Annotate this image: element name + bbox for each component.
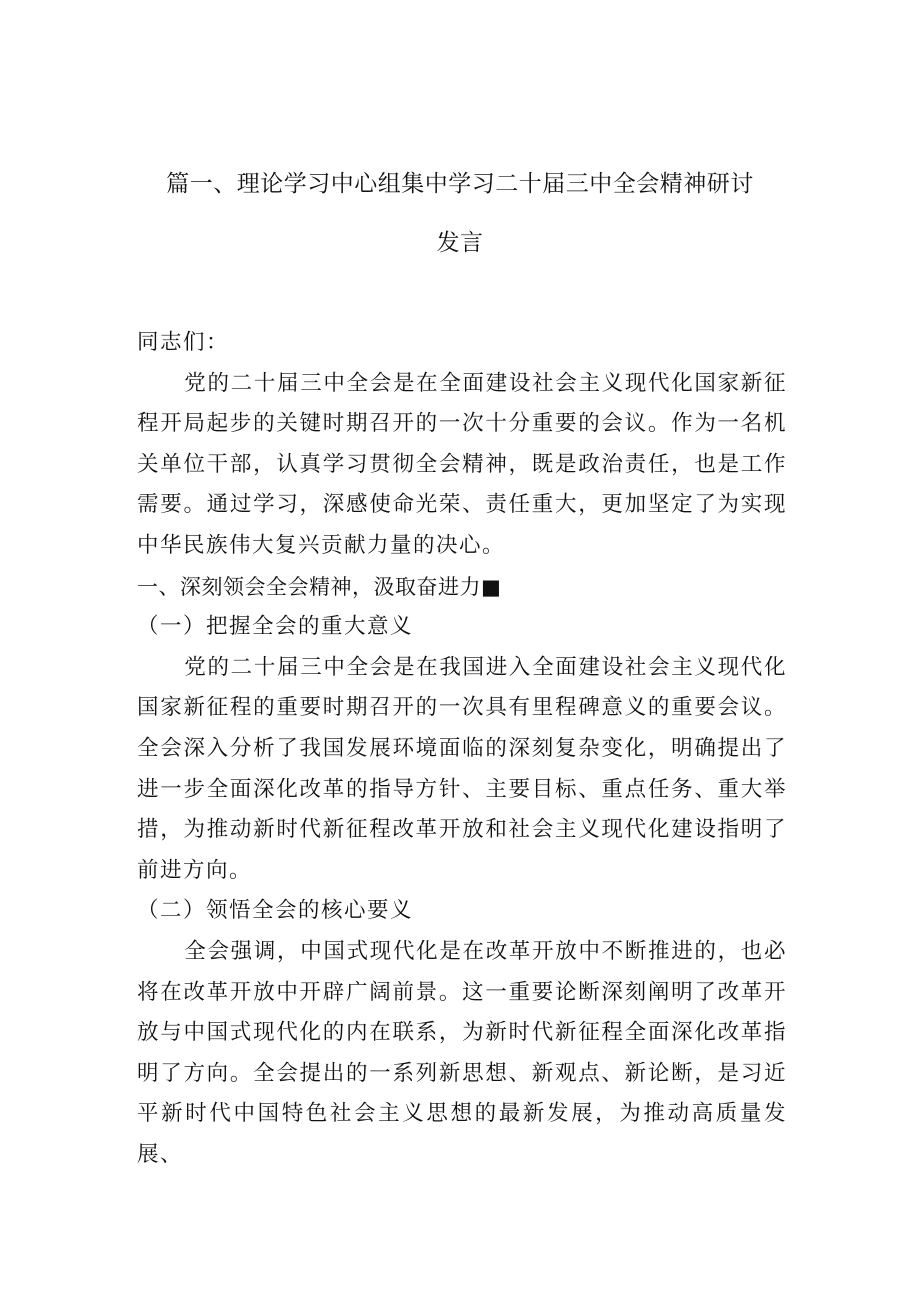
intro-paragraph: 党的二十届三中全会是在全面建设社会主义现代化国家新征程开局起步的关键时期召开的一次十分重要的会议。作为一名机关单位干部，认真学习贯彻全会精神，既是政治责任，也是工作需要。通过学习，深感使命光荣、责任重大，更加坚定了为实现中华民族伟大复兴贡献力量的决心。 (137, 370, 787, 558)
subsection-1-paragraph: 党的二十届三中全会是在我国进入全面建设社会主义现代化国家新征程的重要时期召开的一次具有里程碑意义的重要会议。全会深入分析了我国发展环境面临的深刻复杂变化，明确提出了进一步全面深化改革的指导方针、主要目标、重点任务、重大举措，为推动新时代新征程改革开放和社会主义现代化建设指明了前进方向。 (137, 654, 787, 883)
subsection-2-heading: （二）领悟全会的核心要义 (137, 898, 414, 924)
document-body (137, 323, 787, 1175)
subsection-1-heading: （一）把握全会的重大意义 (137, 614, 414, 640)
document-title-line-2: 发言 (436, 230, 484, 256)
subsection-2-paragraph: 全会强调，中国式现代化是在改革开放中不断推进的，也必将在改革开放中开辟广阔前景。这一重要论断深刻阐明了改革开放与中国式现代化的内在联系，为新时代新征程全面深化改革指明了方向。全会提出的一系列新思想、新观点、新论断，是习近平新时代中国特色社会主义思想的最新发展，为推动高质量发展、 (137, 938, 787, 1167)
salutation: 同志们： (137, 330, 230, 355)
document-title-line-1: 篇一、理论学习中心组集中学习二十届三中全会精神研讨 (166, 171, 754, 197)
section-1-heading: 一、深刻领会全会精神，汲取奋进力■ (137, 574, 502, 599)
